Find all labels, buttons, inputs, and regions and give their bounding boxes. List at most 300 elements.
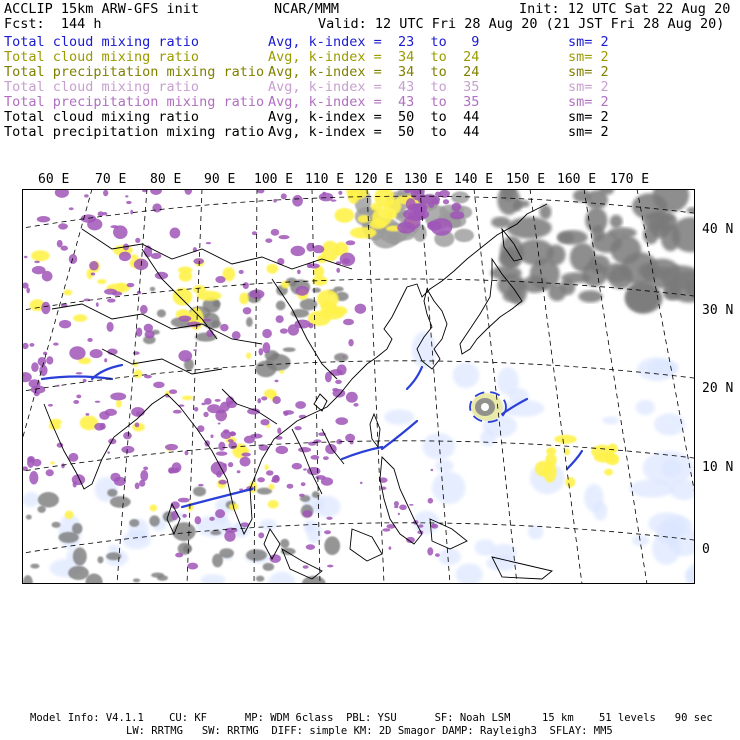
purple-precip xyxy=(152,203,161,212)
gray-cloud xyxy=(210,530,221,535)
purple-precip xyxy=(323,456,329,460)
purple-precip xyxy=(140,305,148,314)
purple-precip xyxy=(272,396,280,404)
legend-field-3: Total precipitation mixing ratio xyxy=(4,64,265,80)
gray-cloud xyxy=(30,564,39,569)
gray-cloud xyxy=(72,523,82,534)
purple-precip xyxy=(26,287,30,293)
purple-precip xyxy=(346,240,356,245)
cloud-haze xyxy=(303,520,314,533)
yellow-cloud xyxy=(63,290,72,296)
purple-precip xyxy=(58,223,68,229)
gray-cloud-band xyxy=(516,200,530,208)
purple-precip xyxy=(171,511,178,520)
purple-precip xyxy=(43,352,47,355)
purple-precip xyxy=(297,270,301,275)
model-title: ACCLIP 15km ARW-GFS init xyxy=(4,1,200,17)
legend-sm-5: sm= 2 xyxy=(568,94,609,110)
purple-precip xyxy=(121,446,134,453)
purple-precip xyxy=(69,346,85,359)
purple-precip xyxy=(90,349,103,358)
gray-cloud-band xyxy=(611,235,642,264)
purple-precip xyxy=(34,391,40,396)
model-info-line1: Model Info: V4.1.1 CU: KF MP: WDM 6class PBL: YSU SF: Noah LSM 15 km 51 levels 90 sec xyxy=(30,712,713,724)
purple-precip xyxy=(72,474,85,485)
gray-cloud-band xyxy=(632,193,667,219)
purple-precip xyxy=(430,469,433,471)
purple-precip xyxy=(29,343,34,347)
yellow-cloud xyxy=(334,208,354,223)
gray-cloud-band xyxy=(585,208,607,234)
gray-cloud xyxy=(272,353,279,356)
purple-precip xyxy=(355,304,367,314)
gray-cloud xyxy=(276,301,286,311)
purple-precip xyxy=(59,320,71,329)
purple-precip xyxy=(261,396,267,400)
yellow-cloud xyxy=(134,370,143,379)
yellow-cloud xyxy=(591,445,613,459)
gray-cloud-band xyxy=(582,262,607,287)
gray-cloud-band xyxy=(509,279,527,304)
purple-precip xyxy=(258,532,264,538)
lat-label-1: 40 N xyxy=(702,222,734,237)
purple-precip xyxy=(215,509,225,518)
yellow-cloud xyxy=(31,250,50,261)
purple-precip xyxy=(306,544,315,550)
gray-cloud-band xyxy=(506,217,551,239)
purple-precip xyxy=(275,446,288,454)
purple-precip xyxy=(112,291,122,295)
yellow-cloud xyxy=(246,352,251,358)
purple-precip xyxy=(232,331,241,339)
yellow-cloud xyxy=(197,291,222,301)
purple-precip xyxy=(262,342,270,353)
yellow-cloud xyxy=(554,435,576,444)
purple-precip xyxy=(57,240,63,248)
purple-precip xyxy=(85,413,89,416)
legend-avg-1: Avg, k-index = 23 to 9 xyxy=(268,34,480,50)
lon-label-4: 90 E xyxy=(204,172,236,187)
cloud-haze xyxy=(497,367,518,395)
purple-precip xyxy=(241,453,250,457)
purple-precip xyxy=(294,319,310,328)
purple-precip xyxy=(298,447,311,452)
gray-cloud xyxy=(107,489,117,497)
purple-precip xyxy=(165,444,178,451)
purple-precip xyxy=(243,307,252,314)
purple-precip xyxy=(287,484,294,489)
purple-precip xyxy=(346,392,358,403)
legend-field-1: Total cloud mixing ratio xyxy=(4,34,200,50)
purple-precip xyxy=(31,362,39,372)
cloud-haze xyxy=(662,460,682,478)
purple-precip xyxy=(87,338,92,342)
purple-precip xyxy=(322,192,326,196)
gray-cloud xyxy=(129,519,139,527)
purple-precip xyxy=(283,410,294,415)
lon-label-5: 100 E xyxy=(254,172,294,187)
purple-precip xyxy=(107,322,114,332)
purple-precip xyxy=(209,517,215,521)
purple-precip xyxy=(218,442,225,451)
yellow-cloud xyxy=(178,267,192,274)
gray-cloud-band xyxy=(610,215,623,228)
purple-precip xyxy=(299,494,305,497)
purple-precip xyxy=(335,380,342,384)
purple-precip xyxy=(76,372,83,374)
purple-precip xyxy=(127,283,135,287)
gray-cloud-band xyxy=(625,284,663,313)
forecast-map xyxy=(22,189,695,584)
yellow-cloud xyxy=(269,484,275,490)
yellow-cloud xyxy=(73,314,87,322)
yellow-cloud xyxy=(321,241,339,262)
cloud-haze xyxy=(637,357,676,381)
purple-precip xyxy=(337,364,347,375)
purple-precip xyxy=(292,463,302,470)
valid-time: Valid: 12 UTC Fri 28 Aug 20 (21 JST Fri 28 Aug 20) xyxy=(318,16,725,32)
purple-precip xyxy=(48,404,53,407)
gray-cloud xyxy=(334,353,348,362)
purple-precip xyxy=(153,382,164,388)
purple-precip xyxy=(130,210,133,215)
lat-label-3: 20 N xyxy=(702,381,734,396)
purple-precip xyxy=(427,547,433,555)
purple-precip xyxy=(266,470,274,475)
purple-precip xyxy=(406,537,415,543)
cloud-haze xyxy=(486,556,517,571)
lon-label-9: 140 E xyxy=(454,172,494,187)
purple-precip xyxy=(327,565,333,568)
purple-precip xyxy=(431,524,438,529)
init-time: Init: 12 UTC Sat 22 Aug 20 xyxy=(519,1,731,17)
gray-cloud xyxy=(324,536,340,555)
gray-cloud xyxy=(263,563,275,571)
purple-precip xyxy=(336,268,340,273)
purple-precip xyxy=(295,401,306,409)
purple-precip xyxy=(178,350,192,361)
purple-precip xyxy=(123,432,132,440)
purple-precip xyxy=(110,392,126,400)
cloud-haze xyxy=(438,548,461,565)
lat-label-2: 30 N xyxy=(702,303,734,318)
purple-precip xyxy=(259,348,264,355)
purple-precip xyxy=(223,429,229,433)
purple-precip xyxy=(168,468,178,473)
legend-avg-7: Avg, k-index = 50 to 44 xyxy=(268,124,480,140)
org-label: NCAR/MMM xyxy=(274,1,340,17)
yellow-cloud xyxy=(279,370,284,373)
yellow-cloud xyxy=(97,279,106,284)
purple-precip xyxy=(271,479,276,482)
yellow-cloud xyxy=(65,510,74,519)
purple-precip xyxy=(435,553,440,557)
purple-precip xyxy=(46,469,54,476)
purple-precip xyxy=(217,410,225,414)
yellow-cloud xyxy=(317,290,339,309)
purple-precip xyxy=(307,467,321,475)
purple-precip xyxy=(53,343,59,346)
gray-cloud-band xyxy=(557,232,574,243)
purple-precip xyxy=(343,356,345,358)
legend-avg-5: Avg, k-index = 43 to 35 xyxy=(268,94,480,110)
gray-cloud-band xyxy=(560,279,575,296)
purple-precip xyxy=(443,199,449,204)
cloud-haze xyxy=(23,492,40,507)
gray-cloud xyxy=(183,545,192,553)
gray-cloud-band xyxy=(608,227,637,238)
purple-precip xyxy=(87,218,102,230)
purple-precip xyxy=(68,453,78,462)
cloud-haze xyxy=(259,519,276,531)
purple-precip xyxy=(136,327,142,336)
gray-cloud-band xyxy=(608,266,632,289)
lat-label-5: 0 xyxy=(702,542,710,557)
lon-label-8: 130 E xyxy=(404,172,444,187)
purple-precip xyxy=(223,463,226,467)
purple-precip xyxy=(145,330,155,338)
purple-precip xyxy=(73,400,79,404)
legend-field-4: Total cloud mixing ratio xyxy=(4,79,200,95)
gray-cloud-band xyxy=(573,189,591,202)
purple-precip xyxy=(452,203,461,212)
yellow-cloud xyxy=(49,423,61,430)
purple-precip xyxy=(260,419,269,425)
purple-precip xyxy=(119,252,131,262)
cloud-haze xyxy=(435,460,453,473)
purple-precip xyxy=(265,238,272,243)
purple-precip xyxy=(335,417,348,425)
gray-cloud xyxy=(58,532,78,543)
legend-field-5: Total precipitation mixing ratio xyxy=(4,94,265,110)
legend-field-7: Total precipitation mixing ratio xyxy=(4,124,265,140)
purple-precip xyxy=(301,482,306,486)
gray-cloud xyxy=(52,522,61,528)
yellow-cloud xyxy=(604,469,613,476)
purple-precip xyxy=(34,261,40,264)
purple-precip xyxy=(91,272,96,275)
purple-precip xyxy=(218,422,221,424)
purple-precip xyxy=(41,302,50,314)
legend-avg-6: Avg, k-index = 50 to 44 xyxy=(268,109,480,125)
lon-label-1: 60 E xyxy=(38,172,70,187)
yellow-cloud xyxy=(50,461,55,464)
yellow-cloud xyxy=(265,464,269,470)
purple-precip xyxy=(113,225,128,239)
cloud-haze xyxy=(654,413,685,435)
cloud-haze xyxy=(432,472,466,504)
purple-precip xyxy=(294,426,301,430)
purple-precip xyxy=(450,211,464,219)
purple-precip xyxy=(303,565,309,569)
gray-cloud xyxy=(73,547,87,565)
gray-cloud-band xyxy=(490,266,521,280)
purple-precip xyxy=(302,510,312,517)
cloud-haze xyxy=(501,400,544,417)
purple-precip xyxy=(194,407,198,412)
legend-avg-3: Avg, k-index = 34 to 24 xyxy=(268,64,480,80)
purple-precip xyxy=(198,484,203,486)
purple-precip xyxy=(42,271,53,282)
purple-precip xyxy=(237,470,241,473)
cloud-haze xyxy=(384,409,414,424)
yellow-cloud xyxy=(266,264,278,274)
legend-sm-4: sm= 2 xyxy=(568,79,609,95)
legend-sm-3: sm= 2 xyxy=(568,64,609,80)
purple-precip xyxy=(114,477,126,486)
purple-precip xyxy=(103,190,108,196)
legend-avg-2: Avg, k-index = 34 to 24 xyxy=(268,49,480,65)
purple-precip xyxy=(135,483,140,490)
purple-precip xyxy=(262,329,272,338)
purple-precip xyxy=(144,375,152,379)
gray-cloud-band xyxy=(578,290,602,302)
forecast-hour: Fcst: 144 h xyxy=(4,16,102,32)
gray-cloud xyxy=(151,572,164,577)
purple-precip xyxy=(220,324,228,331)
purple-precip xyxy=(24,256,27,258)
purple-precip xyxy=(22,343,28,349)
gray-cloud xyxy=(133,578,140,582)
purple-precip xyxy=(99,411,110,420)
purple-precip xyxy=(135,423,140,428)
purple-precip xyxy=(61,463,65,468)
purple-precip xyxy=(303,468,307,470)
purple-precip xyxy=(107,451,110,453)
lon-label-6: 110 E xyxy=(305,172,345,187)
purple-precip xyxy=(95,401,101,403)
purple-precip xyxy=(274,380,278,383)
purple-precip xyxy=(133,351,140,354)
purple-precip xyxy=(280,328,288,333)
lat-label-4: 10 N xyxy=(702,460,734,475)
purple-precip xyxy=(250,434,262,439)
purple-precip xyxy=(399,504,407,510)
purple-precip xyxy=(398,513,400,515)
legend-sm-1: sm= 2 xyxy=(568,34,609,50)
purple-precip xyxy=(290,246,305,256)
purple-precip xyxy=(228,462,233,467)
purple-precip xyxy=(126,201,132,204)
purple-precip xyxy=(257,477,265,482)
purple-precip xyxy=(201,403,206,406)
purple-precip xyxy=(107,298,116,302)
purple-precip xyxy=(275,436,282,440)
cloud-haze xyxy=(422,433,455,460)
gray-cloud xyxy=(283,347,296,352)
model-info-line2: LW: RRTMG SW: RRTMG DIFF: simple KM: 2D Smagor DAMP: Rayleigh3 SFLAY: MM5 xyxy=(126,725,613,737)
gray-cloud xyxy=(246,317,253,327)
gray-cloud xyxy=(246,549,267,561)
gray-cloud xyxy=(26,515,32,520)
lon-label-12: 170 E xyxy=(610,172,650,187)
gray-cloud xyxy=(193,486,206,496)
purple-precip xyxy=(182,514,187,518)
purple-precip xyxy=(187,563,198,570)
gray-cloud xyxy=(97,556,103,563)
typhoon-eye xyxy=(481,403,489,411)
purple-precip xyxy=(61,246,68,251)
purple-precip xyxy=(326,517,332,520)
purple-precip xyxy=(338,191,342,195)
yellow-cloud xyxy=(117,283,127,289)
purple-precip xyxy=(240,457,251,467)
purple-precip xyxy=(313,245,325,253)
gray-cloud-band xyxy=(530,258,560,290)
purple-precip xyxy=(321,477,333,486)
purple-precip xyxy=(100,423,106,430)
legend-avg-4: Avg, k-index = 43 to 35 xyxy=(268,79,480,95)
purple-precip xyxy=(229,432,236,437)
yellow-cloud xyxy=(173,288,193,306)
purple-precip xyxy=(173,410,182,414)
yellow-cloud xyxy=(131,254,138,259)
purple-precip xyxy=(273,199,276,203)
purple-precip xyxy=(89,261,98,271)
purple-precip xyxy=(239,270,244,274)
purple-precip xyxy=(250,289,265,298)
lon-label-11: 160 E xyxy=(557,172,597,187)
purple-precip xyxy=(29,471,38,485)
cloud-haze xyxy=(636,400,655,415)
purple-precip xyxy=(69,254,78,264)
purple-precip xyxy=(203,412,208,417)
purple-precip xyxy=(353,403,358,407)
purple-precip xyxy=(170,228,181,239)
purple-precip xyxy=(271,229,280,236)
cloud-haze xyxy=(593,502,607,521)
purple-precip xyxy=(215,276,225,283)
purple-precip xyxy=(257,398,261,403)
purple-precip xyxy=(143,466,148,470)
gray-cloud xyxy=(454,229,474,242)
purple-precip xyxy=(228,442,237,450)
gray-cloud xyxy=(172,522,195,541)
purple-precip xyxy=(169,389,177,394)
purple-precip xyxy=(178,498,190,503)
purple-precip xyxy=(382,528,390,531)
purple-precip xyxy=(310,455,319,460)
cloud-haze xyxy=(453,363,480,388)
purple-precip xyxy=(83,379,87,382)
gray-cloud xyxy=(219,548,234,558)
purple-precip xyxy=(345,434,355,443)
purple-precip xyxy=(69,207,74,210)
purple-precip xyxy=(104,358,107,362)
yellow-cloud xyxy=(268,500,279,509)
purple-precip xyxy=(135,238,140,243)
purple-precip xyxy=(96,302,99,306)
purple-precip xyxy=(277,428,281,434)
purple-precip xyxy=(218,480,227,485)
purple-precip xyxy=(292,195,303,207)
yellow-cloud xyxy=(150,504,158,511)
gray-cloud xyxy=(68,566,89,580)
lon-label-3: 80 E xyxy=(150,172,182,187)
gray-cloud xyxy=(255,361,276,378)
yellow-cloud xyxy=(116,400,122,408)
gray-cloud xyxy=(451,191,469,203)
yellow-cloud xyxy=(239,292,249,304)
cloud-haze xyxy=(602,416,619,424)
purple-precip xyxy=(98,211,104,216)
purple-precip xyxy=(324,530,331,534)
purple-precip xyxy=(431,218,453,236)
purple-precip xyxy=(184,451,188,456)
purple-precip xyxy=(195,516,202,524)
purple-precip xyxy=(243,282,249,289)
cloud-haze xyxy=(528,525,544,539)
